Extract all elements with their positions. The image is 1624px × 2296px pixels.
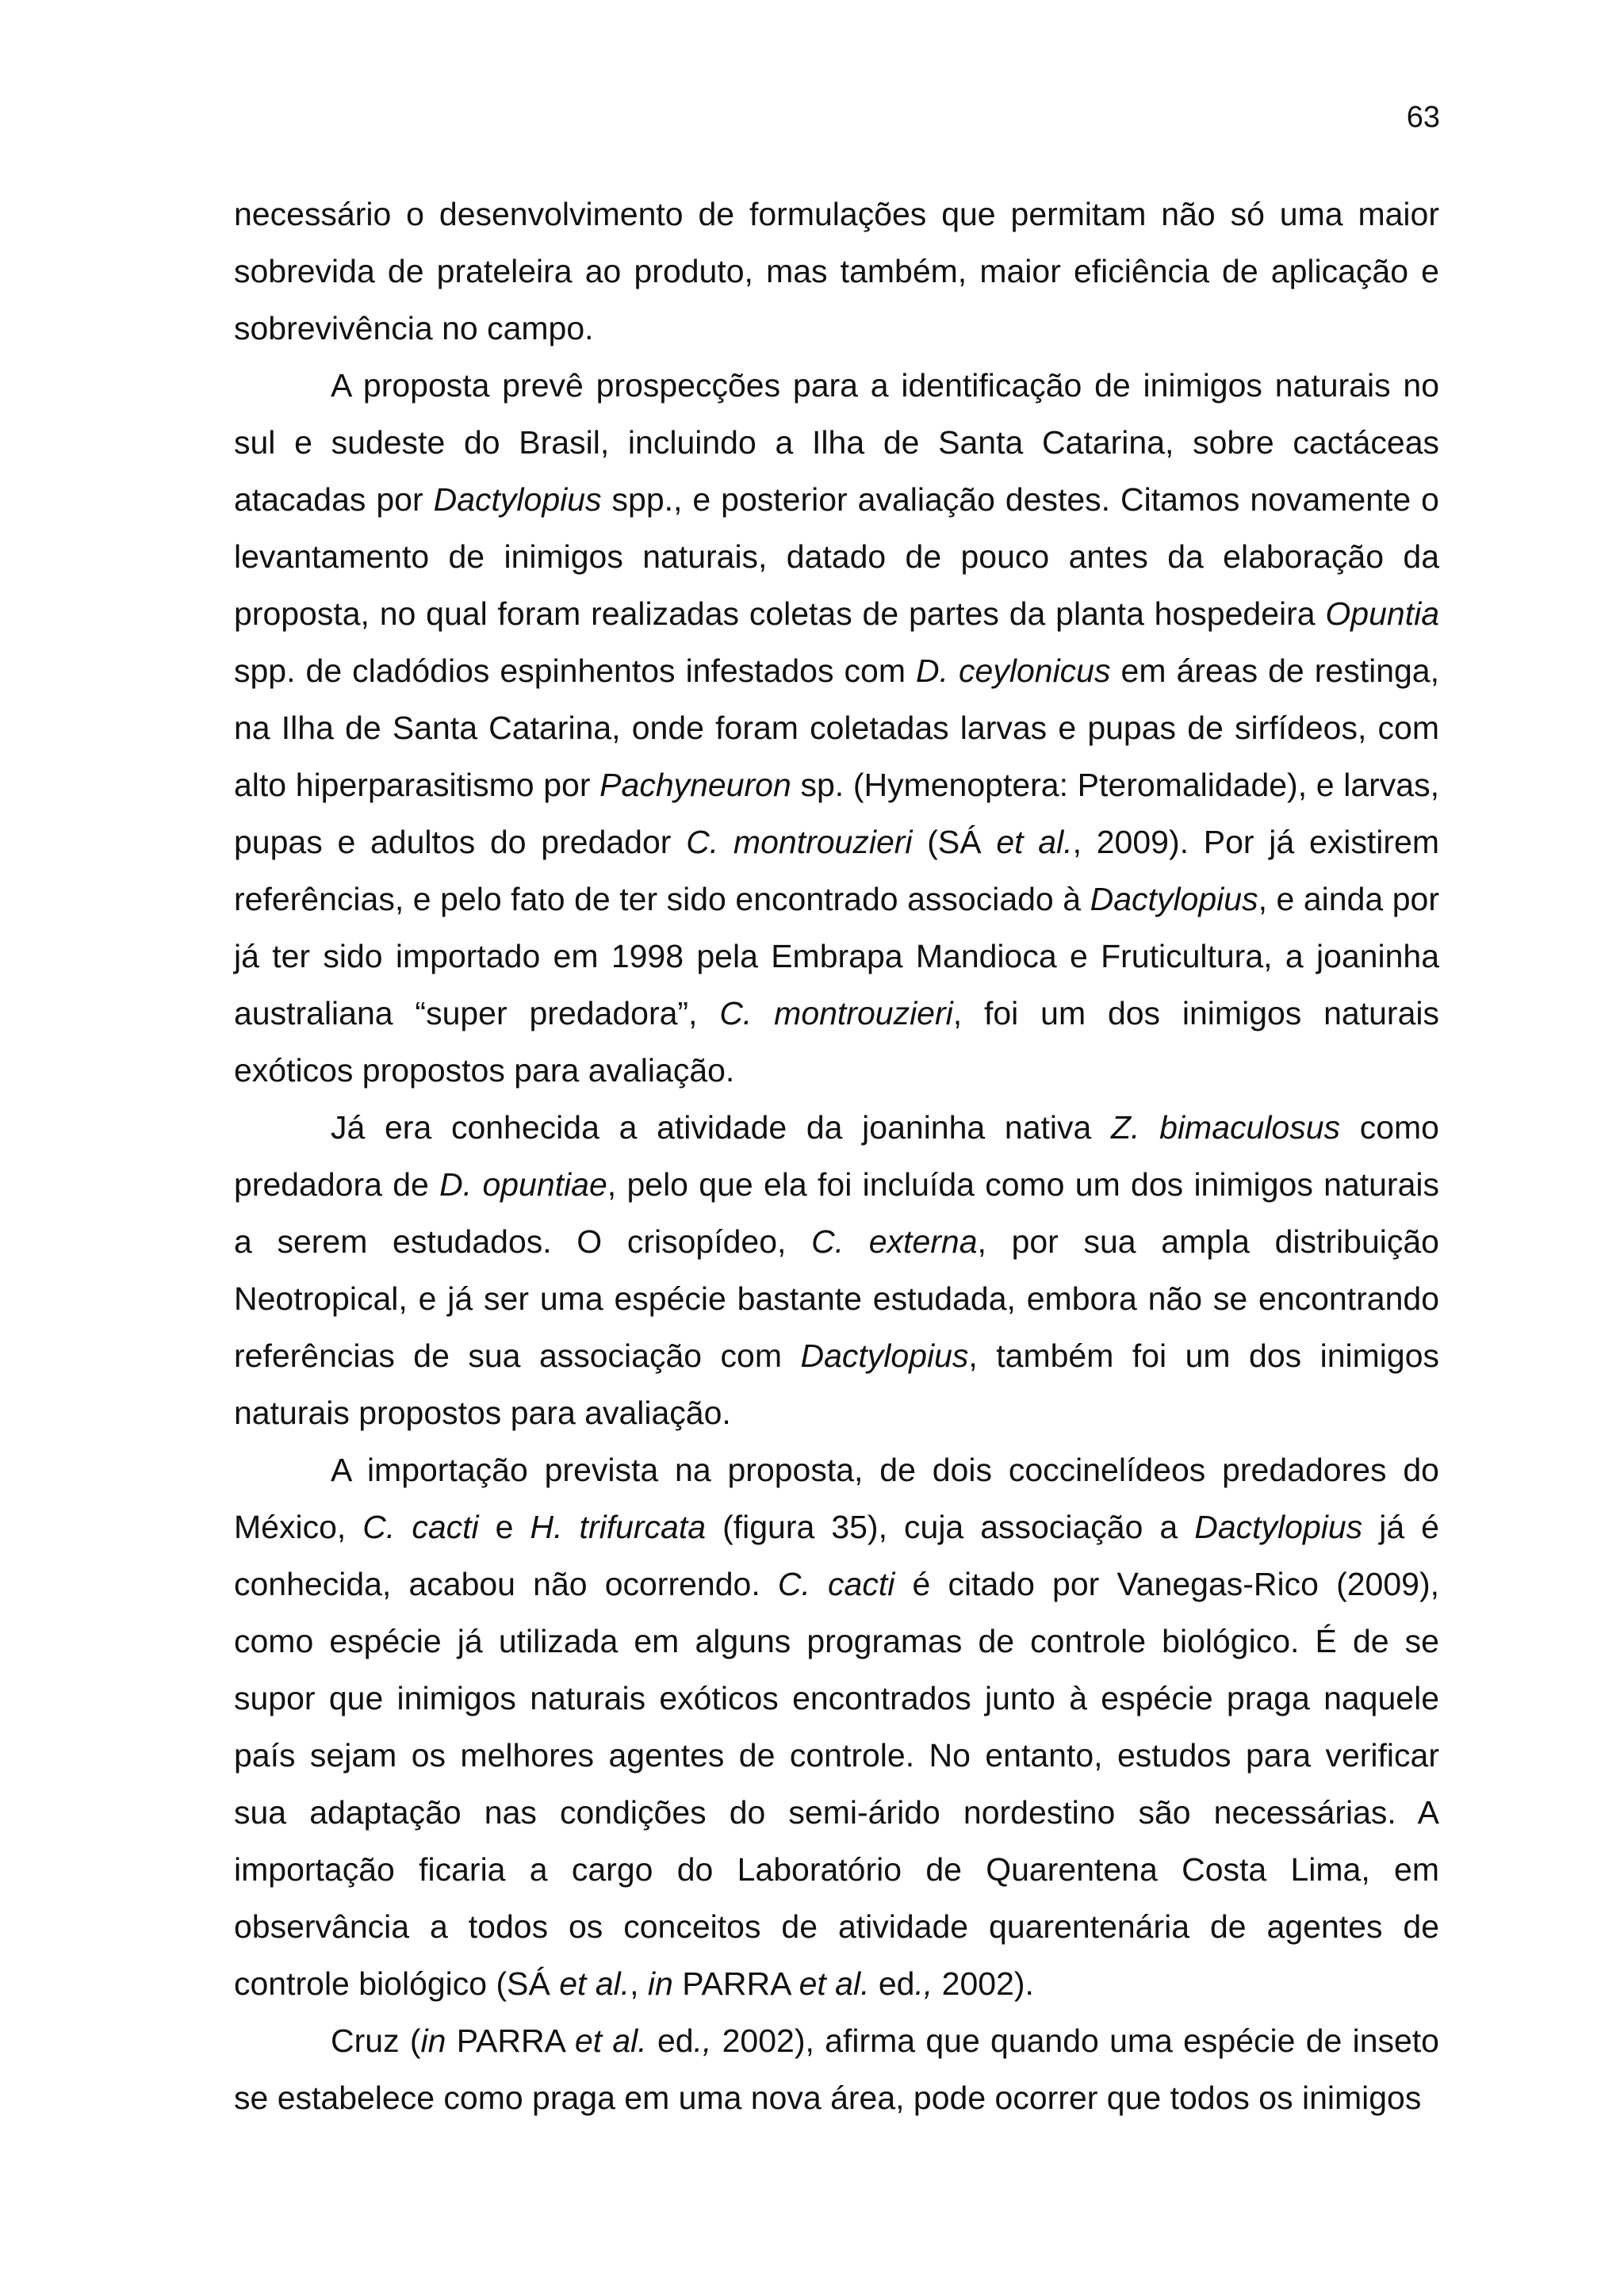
italic-text-run: Dactylopius [1090,881,1258,917]
text-run: , pelo que ela foi incluída como um dos inimigos naturais a serem estudados. O crisopídeo, [234,1166,1440,1260]
italic-text-run: ., [693,2022,712,2059]
text-run: A importação prevista na proposta, de dois coccinelídeos predadores do México, [234,1452,1439,1545]
page-number: 63 [1406,101,1440,134]
text-run: , também foi um dos inimigos naturais propostos para avaliação. [234,1337,1440,1431]
italic-text-run: Z. bimaculosus [1111,1109,1341,1146]
italic-text-run: et al. [799,1965,870,2002]
text-run: e [478,1509,530,1545]
italic-text-run: C. externa [811,1223,978,1260]
text-run: Já era conhecida a atividade da joaninha nativa [331,1109,1112,1146]
text-run: ed [646,2022,694,2059]
italic-text-run: C. cacti [362,1509,479,1545]
text-run: , por sua ampla distribuição Neotropical, e já ser uma espécie bastante estudada, embora não se encontrando referências de sua associação com [234,1223,1439,1374]
text-run: A proposta prevê prospecções para a identificação de inimigos naturais no sul e sudeste do Brasil, incluindo a Ilha de Santa Catarina, sobre cactáceas atacadas por [234,367,1439,518]
italic-text-run: in [647,1965,673,2002]
italic-text-run: H. trifurcata [530,1509,707,1545]
text-run: é citado por Vanegas-Rico (2009), como espécie já utilizada em alguns programas de controle biológico. É de se supor que inimigos naturais exóticos encontrados junto à espécie praga naquele país sejam os melhores agentes de controle. No entanto, estudos para verificar sua adaptação nas condições do semi-árido nordestino são necessárias. A importação ficaria a cargo do Laboratório de Quarentena Costa Lima, em observância a todos os conceitos de atividade quarentenária de agentes de controle biológico (SÁ [234,1566,1439,2002]
italic-text-run: Pachyneuron [599,767,791,803]
italic-text-run: Opuntia [1325,595,1439,632]
italic-text-run: Dactylopius [433,481,602,518]
italic-text-run: Dactylopius [800,1337,969,1374]
italic-text-run: ., [914,1965,933,2002]
text-run: spp., e posterior avaliação destes. Citamos novamente o levantamento de inimigos naturais, datado de pouco antes da elaboração da proposta, no qual foram realizadas coletas de partes da planta hospedeira [234,481,1439,632]
text-run: , 2009). Por já existirem referências, e pelo fato de ter sido encontrado associado à [234,824,1439,917]
text-run: em áreas de restinga, na Ilha de Santa Catarina, onde foram coletadas larvas e pupas de sirfídeos, com alto hiperparasitismo por [234,652,1439,803]
paragraph [234,2012,1439,2126]
text-run: (figura 35), cuja associação a [706,1509,1195,1545]
italic-text-run: C. montrouzieri [719,995,953,1031]
italic-text-run: C. montrouzieri [686,824,913,860]
text-run: sp. (Hymenoptera: Pteromalidade), e larvas, pupas e adultos do predador [234,767,1439,860]
text-run: como predadora de [234,1109,1439,1203]
italic-text-run: D. ceylonicus [916,652,1111,689]
text-run: necessário o desenvolvimento de formulações que permitam não só uma maior sobrevida de prateleira ao produto, mas também, maior eficiência de aplicação e sobrevivência no campo. [234,196,1439,346]
text-run: ed [869,1965,915,2002]
body-text [234,186,1439,2126]
text-run: , [630,1965,648,2002]
paragraph [234,1099,1439,1441]
italic-text-run: et al. [559,1965,630,2002]
text-run: 2002), afirma que quando uma espécie de inseto se estabelece como praga em uma nova área, pode ocorrer que todos os inimigos [234,2022,1439,2116]
text-run: spp. de cladódios espinhentos infestados com [234,652,917,689]
text-run: , e ainda por já ter sido importado em 1998 pela Embrapa Mandioca e Fruticultura, a joaninha australiana “super predadora”, [234,881,1439,1031]
text-run: Cruz ( [331,2022,421,2059]
paragraph [234,186,1439,357]
paragraph [234,357,1439,1099]
text-run: PARRA [672,1965,799,2002]
italic-text-run: D. opuntiae [439,1166,607,1203]
text-run: PARRA [446,2022,575,2059]
text-run: 2002). [933,1965,1034,2002]
text-run: (SÁ [912,824,997,860]
italic-text-run: C. cacti [777,1566,895,1602]
text-run: , foi um dos inimigos naturais exóticos propostos para avaliação. [234,995,1439,1089]
italic-text-run: in [420,2022,446,2059]
text-run: já é conhecida, acabou não ocorrendo. [234,1509,1439,1602]
italic-text-run: Dactylopius [1194,1509,1363,1545]
paragraph [234,1441,1439,2012]
italic-text-run: et al. [574,2022,647,2059]
italic-text-run: et al. [996,824,1073,860]
